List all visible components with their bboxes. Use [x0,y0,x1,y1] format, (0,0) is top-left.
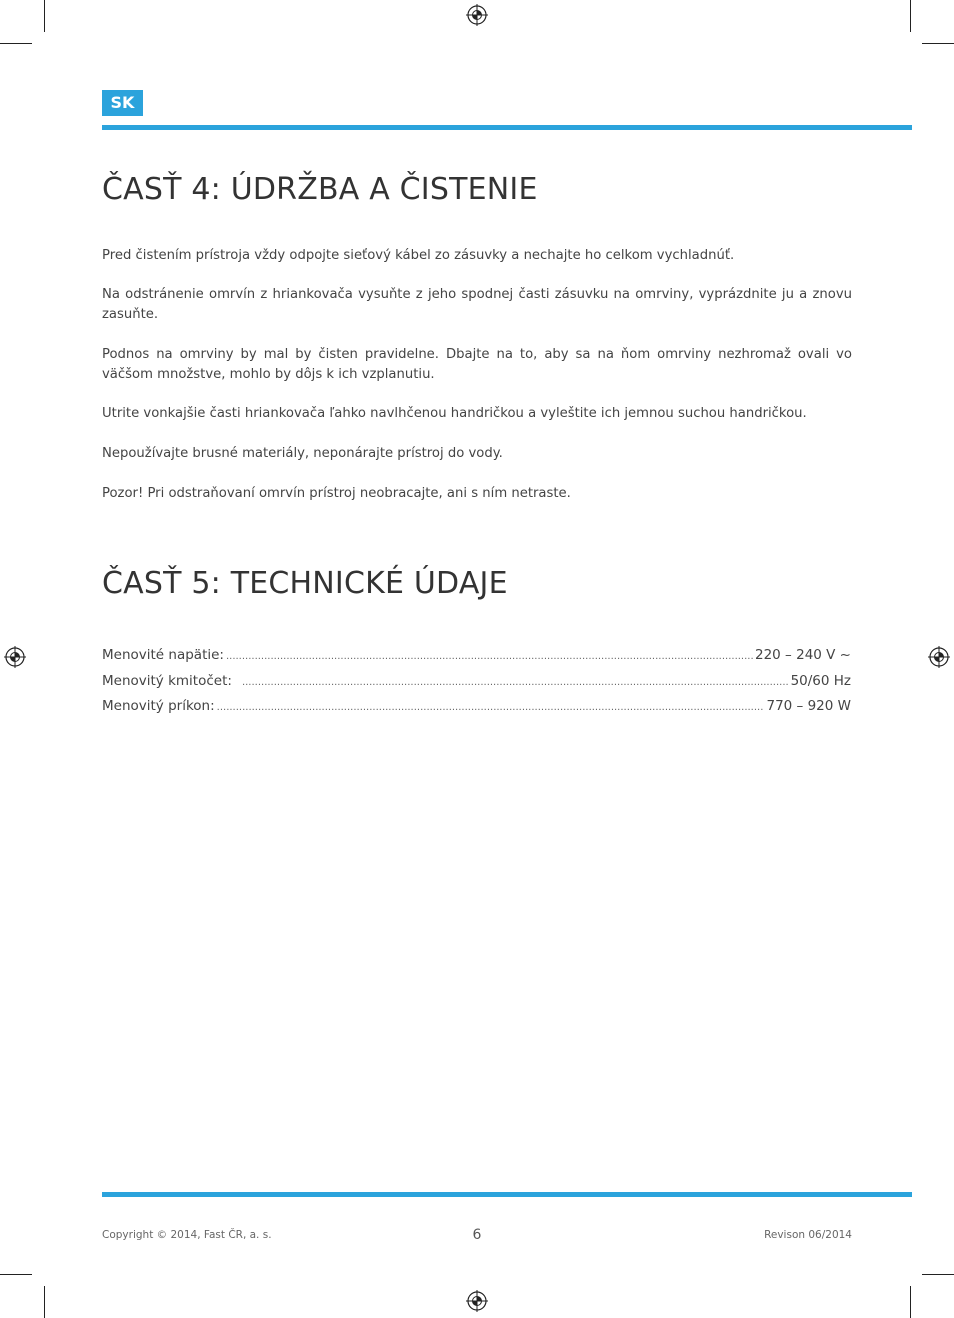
maintenance-paragraph: Utrite vonkajšie časti hriankovača ľahko navlhčenou handričkou a vyleštite ich jemnou suchou handričkou. [102,406,807,421]
leader-dots [226,647,753,667]
spec-label: Menovité napätie: [102,647,224,663]
maintenance-paragraph: Pred čistením prístroja vždy odpojte sieťový kábel zo zásuvky a nechajte ho celkom vychladnúť. [102,248,735,263]
copyright-text: Copyright © 2014, Fast ČR, a. s. [102,1229,272,1241]
section-4-title: ČASŤ 4: ÚDRŽBA A ČISTENIE [102,172,538,207]
registration-mark-icon [928,646,950,668]
spec-value: 50/60 Hz [790,673,851,689]
maintenance-paragraph: Pozor! Pri odstraňovaní omrvín prístroj neobracajte, ani s ním netraste. [102,486,571,501]
spec-label: Menovitý kmitočet: [102,673,232,689]
footer-divider [102,1192,912,1197]
crop-mark [44,1286,45,1318]
crop-mark [910,1286,911,1318]
maintenance-paragraph: Nepoužívajte brusné materiály, neponárajte prístroj do vody. [102,446,503,461]
spec-row-frequency [102,671,851,691]
maintenance-paragraph: Podnos na omrviny by mal by čisten pravidelne. Dbajte na to, aby sa na ňom omrviny nezhromaž ovali vo väčšom množstve, mohlo by dôjs k ich vzplanutiu. [102,347,852,382]
page-number: 6 [472,1227,482,1243]
crop-mark [922,1274,954,1275]
spec-value: 220 – 240 V ~ [755,647,851,663]
header-divider [102,125,912,130]
maintenance-paragraph: Na odstránenie omrvín z hriankovača vysuňte z jeho spodnej časti zásuvku na omrviny, vyprázdnite ju a znovu zasuňte. [102,287,852,322]
registration-mark-icon [4,646,26,668]
registration-mark-icon [466,1290,488,1312]
crop-mark [44,0,45,32]
registration-mark-icon [466,4,488,26]
crop-mark [0,43,32,44]
crop-mark [910,0,911,32]
spec-row-power [102,696,851,716]
spec-row-voltage [102,645,851,665]
spec-label: Menovitý príkon: [102,698,215,714]
revision-text: Revison 06/2014 [764,1229,852,1241]
crop-mark [0,1274,32,1275]
leader-dots [242,673,789,693]
section-5-title: ČASŤ 5: TECHNICKÉ ÚDAJE [102,566,508,601]
crop-mark [922,43,954,44]
leader-dots [217,698,765,718]
spec-value: 770 – 920 W [766,698,851,714]
language-badge: SK [102,90,143,116]
